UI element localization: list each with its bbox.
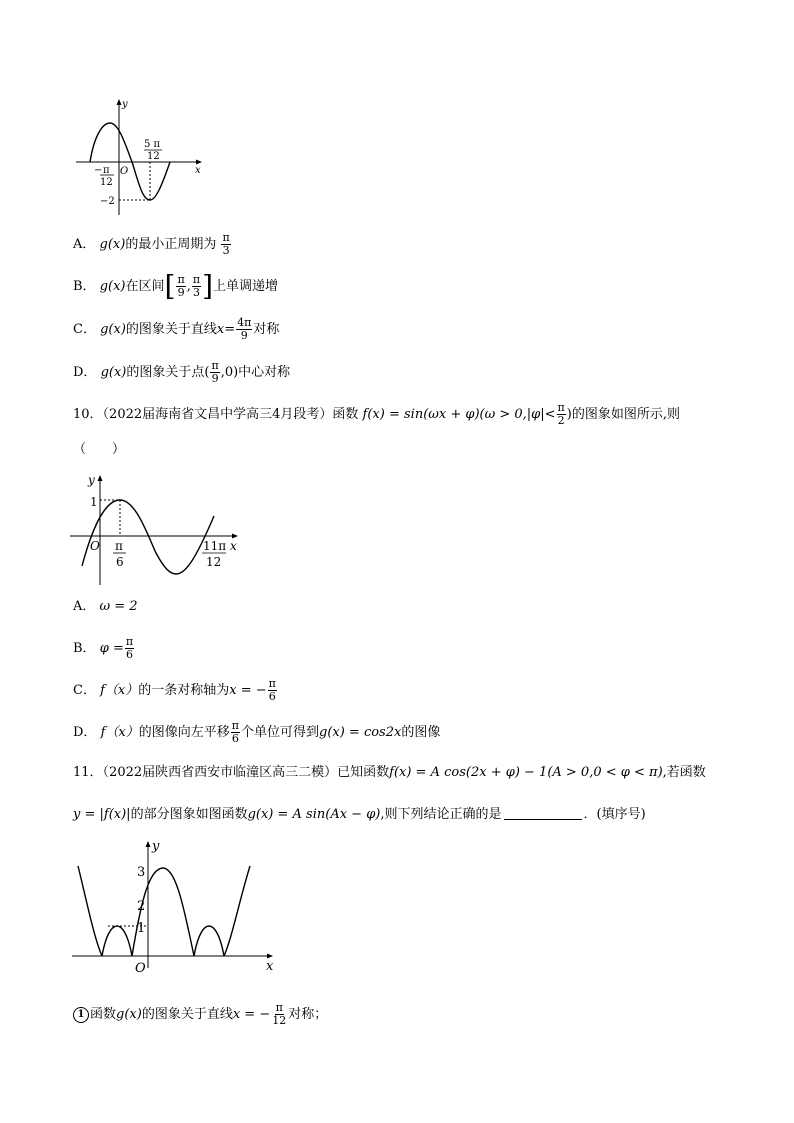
q10-option-a: A． ω = 2 bbox=[73, 599, 138, 614]
fig2-11pi12-num: 11π bbox=[203, 539, 227, 553]
fig2-origin: O bbox=[90, 539, 100, 553]
q10-option-c: C． f（x）的一条对称轴为x = − $\frac{\pi}{6}$ bbox=[73, 677, 276, 703]
q10-paren: （ ） bbox=[73, 442, 126, 457]
q10-option-b: B． φ = $\frac{\pi}{6}$ bbox=[73, 635, 134, 661]
q9-option-b: B． g(x)在区间[ $\frac{\pi}{9}$ , $\frac{\pi}{3}$ ]上单调递增 bbox=[73, 269, 279, 303]
fig3-two: 2 bbox=[137, 899, 146, 914]
q10-option-d: D． f（x）的图像向左平移 $\frac{\pi}{6}$ 个单位可得到g(x) = cos2x的图像 bbox=[73, 719, 441, 745]
q9-option-a: A． g(x)的最小正周期为 $\frac{\pi}{3}$ bbox=[73, 231, 230, 257]
fraction: $\frac{\pi}{3}$ bbox=[222, 231, 230, 257]
fig1-x-label: x bbox=[195, 165, 201, 176]
fig3-origin: O bbox=[135, 961, 146, 976]
fig2-y-label: y bbox=[88, 473, 95, 487]
fig3-y-label: y bbox=[152, 839, 160, 854]
fig2-pi6-num: π bbox=[115, 539, 123, 553]
fig1-tick1-sign: − bbox=[94, 165, 103, 176]
q9-option-d: D． g(x)的图象关于点( $\frac{\pi}{9}$ ,0)中心对称 bbox=[73, 359, 291, 385]
fig1-tick1-den: 12 bbox=[100, 177, 113, 188]
q9-option-c: C． g(x)的图象关于直线x= $\frac{4\pi}{9}$ 对称 bbox=[73, 316, 280, 342]
fig3-x-label: x bbox=[266, 959, 274, 974]
fig2-x-label: x bbox=[230, 539, 237, 553]
q10-stem: 10．（2022届海南省文昌中学高三4月段考）函数 f(x) = sin(ωx + φ)(ω > 0,|φ|< $\frac{\pi}{2}$ )的图象如图所示,则 bbox=[73, 401, 680, 427]
fig2-pi6-den: 6 bbox=[116, 555, 124, 569]
fig2-one: 1 bbox=[90, 495, 98, 509]
figure-q10-graph bbox=[68, 468, 248, 588]
circled-number: 1 bbox=[73, 1007, 89, 1023]
fig1-tick2-den: 12 bbox=[147, 151, 160, 162]
fig3-one: 1 bbox=[137, 921, 146, 936]
q11-item-1: 1 函数g(x)的图象关于直线x = − $\frac{\pi}{12}$ 对称； bbox=[73, 1002, 327, 1027]
fig1-origin: O bbox=[120, 166, 129, 177]
fig2-11pi12-den: 12 bbox=[206, 555, 222, 569]
q11-stem-line2: y = |f(x)|的部分图象如图函数g(x) = A sin(Ax − φ),则下列结论正确的是 ．(填序号) bbox=[73, 807, 646, 822]
fig3-three: 3 bbox=[137, 865, 146, 880]
answer-blank[interactable] bbox=[504, 819, 582, 820]
fig1-neg2: −2 bbox=[100, 196, 115, 207]
fig1-tick1-pi: π bbox=[103, 165, 110, 176]
figure-q9-graph bbox=[72, 95, 212, 220]
q11-stem-line1: 11．（2022届陕西省西安市临潼区高三二模）已知函数f(x) = A cos(2x + φ) − 1(A > 0,0 < φ < π),若函数 bbox=[73, 765, 706, 780]
fig1-y-label: y bbox=[122, 99, 128, 110]
figure-q11-graph bbox=[68, 838, 283, 978]
fig1-tick2-num: 5 π bbox=[144, 139, 161, 150]
